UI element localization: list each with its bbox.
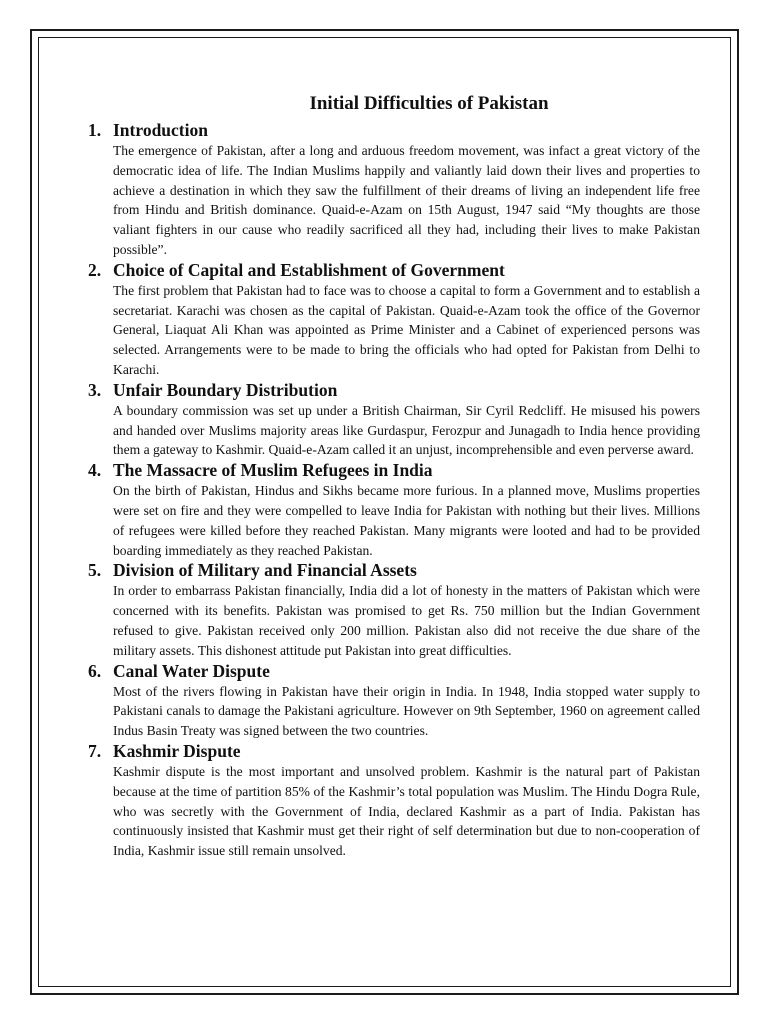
section-title: Choice of Capital and Establishment of Government xyxy=(113,259,505,280)
section-body: A boundary commission was set up under a British Chairman, Sir Cyril Redcliff. He misused his powers and handed over Muslims majority areas like Gurdaspur, Ferozpur and Junagadh to India hence providing them a gateway to Kashmir. Quaid-e-Azam called it an unjust, incomprehensible and even perverse award. xyxy=(113,402,700,458)
section-heading xyxy=(88,460,700,481)
section-number: 6. xyxy=(88,660,102,681)
section-kashmir-dispute xyxy=(88,741,700,861)
section-heading xyxy=(88,741,700,762)
section-heading xyxy=(88,661,700,682)
section-choice-of-capital xyxy=(88,260,700,380)
section-title: Unfair Boundary Distribution xyxy=(113,379,338,400)
section-title: Introduction xyxy=(113,120,208,140)
document-content xyxy=(88,92,700,861)
section-number: 2. xyxy=(88,259,102,280)
section-heading xyxy=(88,120,700,141)
section-title: Kashmir Dispute xyxy=(113,740,241,761)
section-number: 3. xyxy=(88,379,102,400)
section-body: The first problem that Pakistan had to face was to choose a capital to form a Government and to establish a secretariat. Karachi was chosen as the capital of Pakistan. Quaid-e-Azam took the office of the Governor General, Liaquat Ali Khan was appointed as Prime Minister and a Cabinet of experienced persons was selected. Arrangements were to be made to bring the officials who had opted for Pakistan from Delhi to Karachi. xyxy=(113,282,700,377)
section-canal-water-dispute xyxy=(88,661,700,741)
section-number: 5. xyxy=(88,560,102,581)
section-heading xyxy=(88,260,700,281)
section-number: 1. xyxy=(88,120,102,140)
section-heading xyxy=(88,560,700,581)
section-title: The Massacre of Muslim Refugees in India xyxy=(113,460,433,481)
page-title: Initial Difficulties of Pakistan xyxy=(309,93,549,114)
section-unfair-boundary xyxy=(88,380,700,460)
section-body: On the birth of Pakistan, Hindus and Sikhs became more furious. In a planned move, Muslims properties were set on fire and they were compelled to leave India for Pakistan with nothing but their lives. Millions of refugees were killed before they reached Pakistan. Many migrants were looted and had to be provided boarding immediately as they reached Pakistan. xyxy=(113,483,700,558)
section-body: Most of the rivers flowing in Pakistan have their origin in India. In 1948, India stopped water supply to Pakistani canals to damage the Pakistani agriculture. However on 9th September, 1960 on agreement called Indus Basin Treaty was signed between the two countries. xyxy=(113,683,700,739)
section-heading xyxy=(88,380,700,401)
section-introduction xyxy=(88,120,700,260)
section-number: 4. xyxy=(88,460,102,481)
section-title: Canal Water Dispute xyxy=(113,660,270,681)
section-body: In order to embarrass Pakistan financially, India did a lot of honesty in the matters of Pakistan which were concerned with its benefits. Pakistan was promised to get Rs. 750 million but the Indian Government refused to give. Pakistan received only 200 million. Pakistan also did not receive the due share of the military assets. This dishonest attitude put Pakistan into great difficulties. xyxy=(113,583,700,658)
section-body: Kashmir dispute is the most important and unsolved problem. Kashmir is the natural part of Pakistan because at the time of partition 85% of the Kashmir’s total population was Muslim. The Hindu Dogra Rule, who was secretly with the Government of India, declared Kashmir as a part of India. Pakistan has continuously insisted that Kashmir must get their right of self determination but due to non-cooperation of India, Kashmir issue still remain unsolved. xyxy=(113,763,700,859)
section-military-financial-assets xyxy=(88,560,700,660)
section-massacre-refugees xyxy=(88,460,700,560)
section-body: The emergence of Pakistan, after a long and arduous freedom movement, was infact a great victory of the democratic idea of life. The Indian Muslims happily and valiantly laid down their lives and properties to achieve a destination in which they saw the fulfillment of their dreams of living an independent life free from Hindu and British dominance. Quaid-e-Azam on 15th August, 1947 said “My thoughts are those valiant fighters in our cause who readily sacrificed all they had, including their lives to make Pakistan possible”. xyxy=(113,143,700,257)
section-title: Division of Military and Financial Assets xyxy=(113,560,417,581)
section-number: 7. xyxy=(88,740,102,761)
